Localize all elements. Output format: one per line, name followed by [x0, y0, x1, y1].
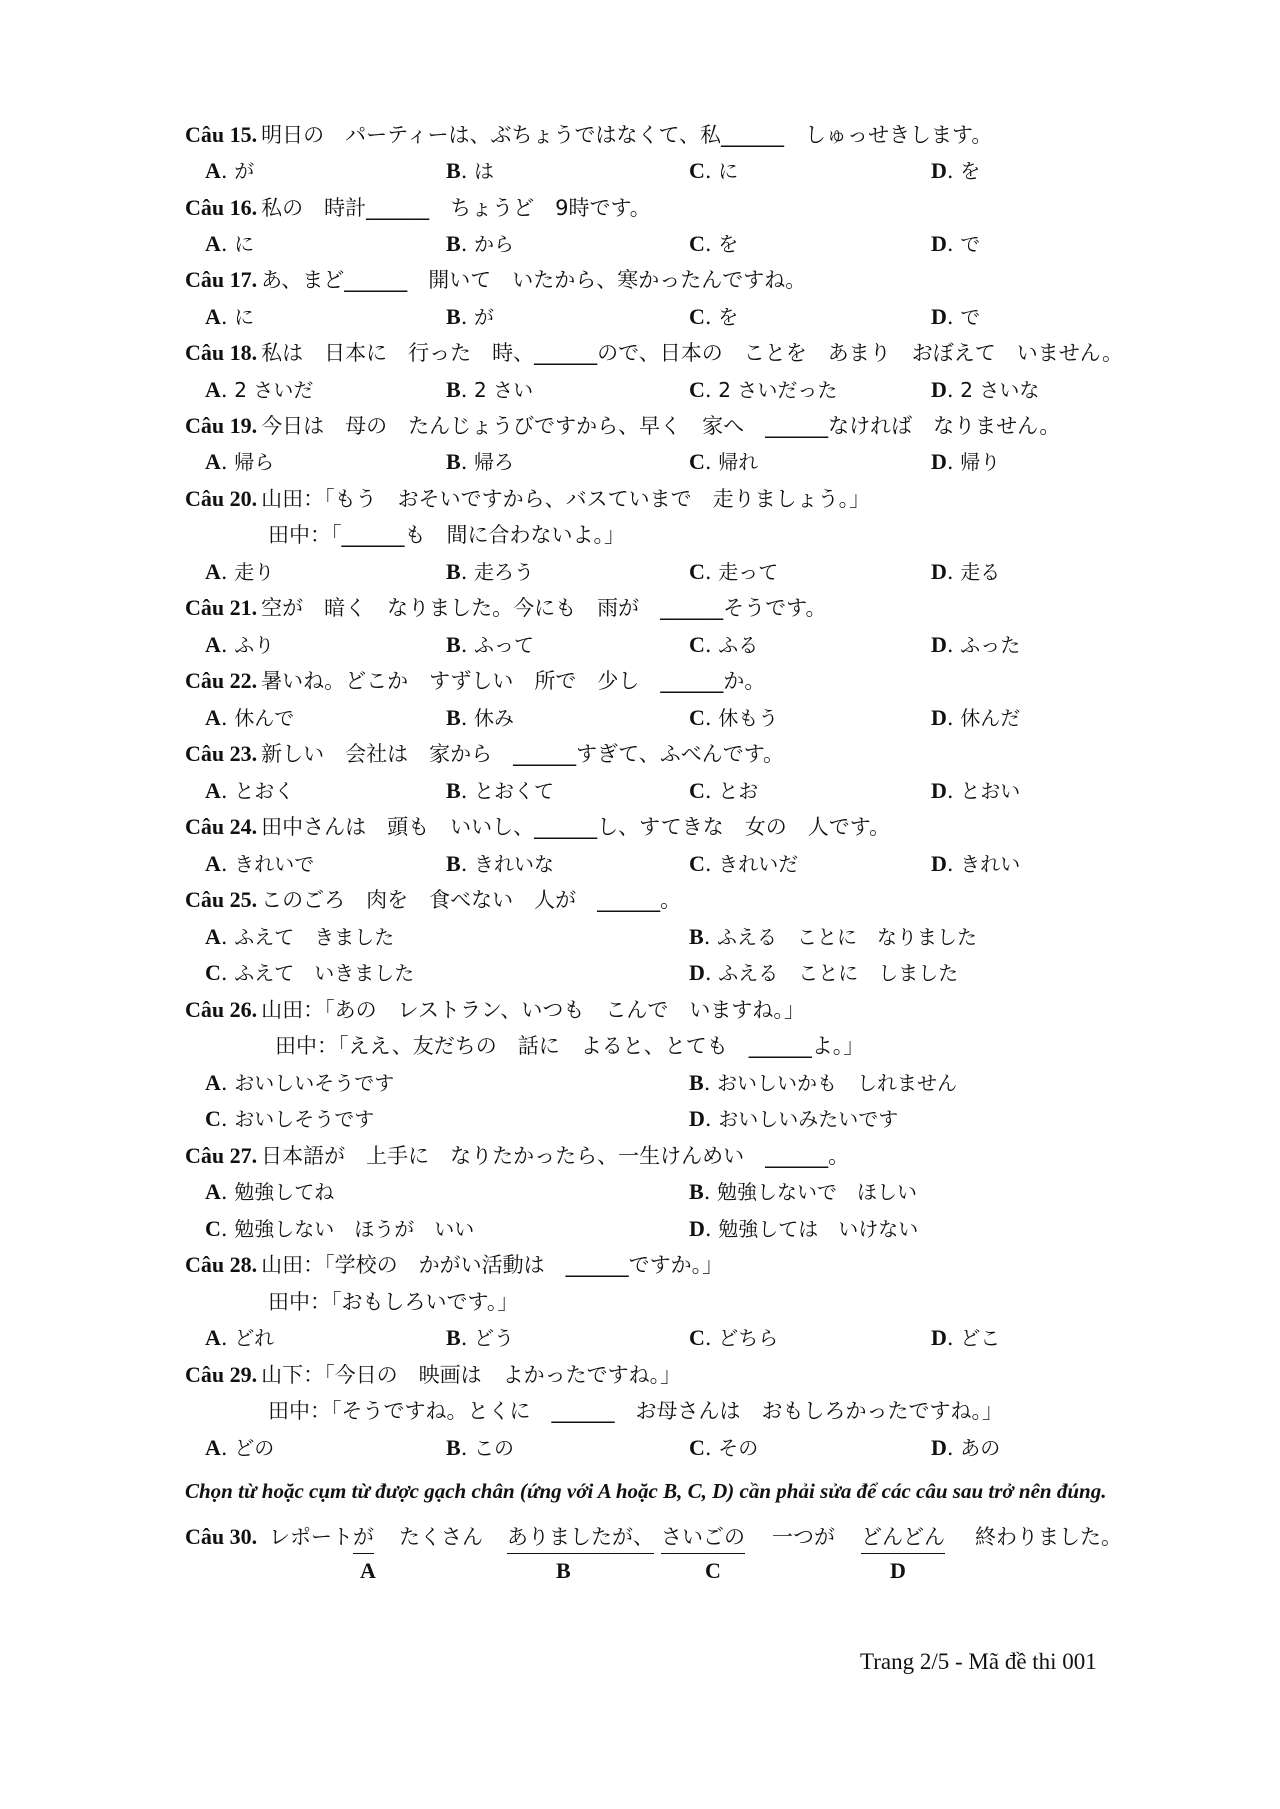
question-number: Câu 24.	[185, 814, 258, 839]
option-letter: A	[205, 1435, 221, 1460]
question-number: Câu 17.	[185, 267, 258, 292]
question-22	[185, 666, 1185, 697]
option-c: C. ふえて いきました	[205, 960, 415, 985]
option-letter: C	[689, 1435, 705, 1460]
section-instruction: Chọn từ hoặc cụm từ được gạch chân (ứng với A hoặc B, C, D) cần phải sửa để các câu sau trở nên đúng.	[185, 1479, 1107, 1503]
option-c: C. おいしそうです	[205, 1106, 375, 1131]
sentence-part: たくさん	[399, 1525, 483, 1549]
option-letter: B	[446, 705, 461, 730]
option-a: A. ふり	[205, 632, 275, 657]
option-text: 休んだ	[960, 706, 1021, 730]
option-d: D. あの	[931, 1435, 1001, 1460]
option-text: 帰れ	[718, 450, 759, 474]
question-number: Câu 23.	[185, 741, 258, 766]
option-d: D. で	[931, 304, 981, 329]
option-letter: A	[205, 632, 221, 657]
option-b: B. どう	[446, 1325, 515, 1350]
question-text: 明日の パーティーは、ぶちょうではなくて、私______ しゅっせきします。	[261, 123, 993, 147]
option-a: A. 走り	[205, 559, 275, 584]
sentence-part: レポート	[269, 1525, 353, 1549]
option-c: C. を	[689, 304, 739, 329]
question-text: 田中さんは 頭も いいし、______し、すてきな 女の 人です。	[261, 815, 891, 839]
option-d: D. 帰り	[931, 449, 1001, 474]
option-letter: A	[205, 1179, 221, 1204]
option-text: ふって	[474, 633, 535, 657]
question-text: 暑いね。どこか すずしい 所で 少し ______か。	[261, 669, 766, 693]
question-18	[185, 338, 1185, 369]
option-c: C. を	[689, 231, 739, 256]
option-text: どれ	[234, 1326, 275, 1350]
question-text: 山下：「今日の 映画は よかったですね。」	[261, 1363, 682, 1387]
option-c: C. 休もう	[689, 705, 779, 730]
option-text: とおく	[234, 779, 295, 803]
option-a: A. 勉強してね	[205, 1179, 335, 1204]
option-b: B. が	[446, 304, 495, 329]
option-letter: A	[205, 158, 221, 183]
option-a: A. に	[205, 231, 255, 256]
option-text: どちら	[718, 1326, 779, 1350]
option-d: D. ふった	[931, 632, 1021, 657]
option-text: は	[474, 159, 495, 183]
option-text: ふえて きました	[234, 925, 395, 949]
mark-a: A	[360, 1558, 376, 1583]
option-text: 2 さい	[474, 378, 534, 402]
option-letter: A	[205, 851, 221, 876]
option-c: C. どちら	[689, 1325, 779, 1350]
option-text: どう	[474, 1326, 515, 1350]
option-d: D. 休んだ	[931, 705, 1021, 730]
sentence-part: 一つが	[772, 1525, 835, 1549]
option-text: 走り	[234, 560, 275, 584]
option-text: きれいで	[234, 852, 315, 876]
option-letter: D	[931, 1325, 947, 1350]
option-text: 2 さいだ	[234, 378, 314, 402]
option-letter: C	[689, 231, 705, 256]
option-text: ふり	[234, 633, 275, 657]
option-d: D. どこ	[931, 1325, 1001, 1350]
option-letter: C	[689, 449, 705, 474]
option-b: B. おいしいかも しれません	[689, 1070, 958, 1095]
option-letter: B	[446, 559, 461, 584]
option-d: D. 2 さいな	[931, 377, 1040, 402]
option-letter: B	[446, 632, 461, 657]
option-text: ふえて いきました	[234, 961, 415, 985]
question-number: Câu 26.	[185, 997, 258, 1022]
option-b: B. 休み	[446, 705, 515, 730]
option-a: A. とおく	[205, 778, 295, 803]
option-letter: A	[205, 1070, 221, 1095]
option-text: に	[718, 159, 739, 183]
question-number: Câu 28.	[185, 1252, 258, 1277]
option-letter: C	[689, 559, 705, 584]
question-text-line2: 田中：「______も 間に合わないよ。」	[268, 523, 625, 547]
question-number: Câu 16.	[185, 195, 258, 220]
page-footer: Trang 2/5 - Mã đề thi 001	[860, 1649, 1097, 1674]
question-text: 新しい 会社は 家から ______すぎて、ふべんです。	[261, 742, 785, 766]
option-c: C. 帰れ	[689, 449, 759, 474]
option-letter: C	[689, 377, 705, 402]
option-letter: B	[446, 304, 461, 329]
option-letter: C	[205, 1106, 221, 1131]
option-letter: D	[931, 377, 947, 402]
option-d: D. を	[931, 158, 981, 183]
question-15	[185, 120, 1185, 151]
option-letter: D	[931, 1435, 947, 1460]
underlined-part-d: どんどん	[861, 1522, 945, 1554]
option-b: B. ふえる ことに なりました	[689, 924, 978, 949]
question-text: このごろ 肉を 食べない 人が ______。	[261, 888, 682, 912]
option-text: が	[234, 159, 255, 183]
question-27	[185, 1141, 1185, 1172]
question-24	[185, 812, 1185, 843]
option-text: 勉強しては いけない	[718, 1217, 919, 1241]
option-text: おいしいみたいです	[718, 1107, 899, 1131]
question-number: Câu 21.	[185, 595, 258, 620]
question-text-line2: 田中：「そうですね。とくに ______ お母さんは おもしろかったですね。」	[268, 1399, 1003, 1423]
question-number: Câu 29.	[185, 1362, 258, 1387]
option-b: B. 2 さい	[446, 377, 534, 402]
option-text: おいしいそうです	[234, 1071, 395, 1095]
option-letter: D	[931, 158, 947, 183]
question-text-line2: 田中：「ええ、友だちの 話に よると、とても ______よ。」	[275, 1034, 865, 1058]
option-letter: A	[205, 304, 221, 329]
option-text: きれいな	[474, 852, 555, 876]
option-text: 走って	[718, 560, 779, 584]
option-text: きれいだ	[718, 852, 799, 876]
question-29	[185, 1360, 1185, 1391]
question-number: Câu 19.	[185, 413, 258, 438]
option-text: 2 さいな	[960, 378, 1040, 402]
option-text: で	[960, 232, 981, 256]
underlined-part-a: が	[353, 1522, 374, 1554]
question-19	[185, 411, 1185, 442]
option-b: B. 走ろう	[446, 559, 535, 584]
option-letter: B	[446, 1435, 461, 1460]
option-letter: A	[205, 377, 221, 402]
question-20	[185, 484, 1185, 515]
option-letter: D	[931, 231, 947, 256]
option-text: あの	[960, 1436, 1001, 1460]
option-letter: B	[446, 851, 461, 876]
option-c: C. 2 さいだった	[689, 377, 838, 402]
option-letter: D	[689, 960, 705, 985]
option-text: が	[474, 305, 495, 329]
question-number: Câu 20.	[185, 486, 258, 511]
option-text: 休もう	[718, 706, 779, 730]
option-letter: B	[689, 1070, 704, 1095]
option-text: おいしそうです	[234, 1107, 375, 1131]
question-number: Câu 27.	[185, 1143, 258, 1168]
option-text: で	[960, 305, 981, 329]
option-text: 勉強しない ほうが いい	[234, 1217, 475, 1241]
question-text: 私の 時計______ ちょうど 9時です。	[261, 196, 651, 220]
option-text: ふえる ことに なりました	[717, 925, 978, 949]
option-text: おいしいかも しれません	[717, 1071, 958, 1095]
option-text: この	[474, 1436, 515, 1460]
question-21	[185, 593, 1185, 624]
question-number: Câu 22.	[185, 668, 258, 693]
option-d: D. とおい	[931, 778, 1021, 803]
question-number: Câu 30.	[185, 1524, 258, 1549]
option-letter: D	[931, 705, 947, 730]
option-b: B. 勉強しないで ほしい	[689, 1179, 918, 1204]
option-c: C. に	[689, 158, 739, 183]
option-a: A. が	[205, 158, 255, 183]
option-c: C. きれいだ	[689, 851, 799, 876]
option-a: A. きれいで	[205, 851, 315, 876]
underlined-part-b: ありましたが、	[507, 1522, 654, 1554]
question-25	[185, 885, 1185, 916]
question-text: 今日は 母の たんじょうびですから、早く 家へ ______なければ なりません。	[261, 414, 1061, 438]
option-text: 勉強してね	[234, 1180, 335, 1204]
mark-c: C	[705, 1558, 721, 1583]
option-letter: B	[446, 1325, 461, 1350]
option-text: から	[474, 232, 515, 256]
option-letter: D	[931, 632, 947, 657]
option-text: きれい	[960, 852, 1021, 876]
option-text: 帰り	[960, 450, 1001, 474]
option-d: D. 勉強しては いけない	[689, 1216, 919, 1241]
sentence-part: 終わりました。	[975, 1525, 1122, 1549]
option-letter: B	[446, 778, 461, 803]
option-text: に	[234, 305, 255, 329]
option-letter: C	[689, 158, 705, 183]
mark-b: B	[556, 1558, 571, 1583]
option-d: D. きれい	[931, 851, 1021, 876]
option-text: ふった	[960, 633, 1021, 657]
mark-d: D	[890, 1558, 906, 1583]
option-text: とお	[718, 779, 759, 803]
option-b: B. は	[446, 158, 495, 183]
option-a: A. 2 さいだ	[205, 377, 314, 402]
option-text: に	[234, 232, 255, 256]
question-17	[185, 265, 1185, 296]
option-letter: D	[931, 778, 947, 803]
option-letter: A	[205, 705, 221, 730]
option-letter: D	[689, 1216, 705, 1241]
option-text: とおい	[960, 779, 1021, 803]
option-letter: A	[205, 924, 221, 949]
question-text: あ、まど______ 開いて いたから、寒かったんですね。	[261, 268, 807, 292]
question-23	[185, 739, 1185, 770]
option-letter: C	[205, 960, 221, 985]
option-b: B. きれいな	[446, 851, 555, 876]
option-text: 帰ろ	[474, 450, 515, 474]
option-text: を	[718, 305, 739, 329]
option-c: C. 勉強しない ほうが いい	[205, 1216, 475, 1241]
option-letter: D	[931, 304, 947, 329]
option-letter: D	[689, 1106, 705, 1131]
option-letter: B	[446, 449, 461, 474]
option-text: 2 さいだった	[718, 378, 838, 402]
option-text: 休んで	[234, 706, 295, 730]
option-text: を	[960, 159, 981, 183]
option-a: A. おいしいそうです	[205, 1070, 395, 1095]
option-letter: D	[931, 559, 947, 584]
option-letter: C	[205, 1216, 221, 1241]
option-a: A. どの	[205, 1435, 275, 1460]
option-letter: C	[689, 1325, 705, 1350]
underlined-part-c: さいごの	[661, 1522, 745, 1554]
option-letter: B	[689, 1179, 704, 1204]
question-text: 山田：「もう おそいですから、バスていまで 走りましょう。」	[261, 487, 871, 511]
option-b: B. この	[446, 1435, 515, 1460]
option-a: A. ふえて きました	[205, 924, 395, 949]
option-c: C. ふる	[689, 632, 759, 657]
question-text: 山田：「あの レストラン、いつも こんで いますね。」	[261, 998, 805, 1022]
option-d: D. 走る	[931, 559, 1001, 584]
question-number: Câu 25.	[185, 887, 258, 912]
option-letter: B	[689, 924, 704, 949]
option-d: D. ふえる ことに しました	[689, 960, 959, 985]
option-d: D. で	[931, 231, 981, 256]
option-letter: C	[689, 778, 705, 803]
question-text: 日本語が 上手に なりたかったら、一生けんめい ______。	[261, 1144, 850, 1168]
option-a: A. に	[205, 304, 255, 329]
option-text: ふえる ことに しました	[718, 961, 959, 985]
option-letter: A	[205, 449, 221, 474]
question-text: 私は 日本に 行った 時、______ので、日本の ことを あまり おぼえて いません。	[261, 341, 1123, 365]
question-26	[185, 995, 1185, 1026]
option-b: B. 帰ろ	[446, 449, 515, 474]
question-text-line2: 田中：「おもしろいです。」	[268, 1290, 519, 1314]
question-number: Câu 18.	[185, 340, 258, 365]
option-text: 走ろう	[474, 560, 535, 584]
question-28	[185, 1250, 1185, 1281]
option-b: B. とおくて	[446, 778, 555, 803]
option-text: 勉強しないで ほしい	[717, 1180, 918, 1204]
option-text: どこ	[960, 1326, 1001, 1350]
question-number: Câu 15.	[185, 122, 258, 147]
option-d: D. おいしいみたいです	[689, 1106, 899, 1131]
option-letter: C	[689, 851, 705, 876]
option-letter: A	[205, 778, 221, 803]
option-a: A. 帰ら	[205, 449, 275, 474]
option-letter: A	[205, 231, 221, 256]
question-16	[185, 193, 1185, 224]
option-text: を	[718, 232, 739, 256]
option-c: C. その	[689, 1435, 759, 1460]
question-text: 山田：「学校の かがい活動は ______ですか。」	[261, 1253, 724, 1277]
option-text: 休み	[474, 706, 515, 730]
option-text: ふる	[718, 633, 759, 657]
option-a: A. 休んで	[205, 705, 295, 730]
option-text: 帰ら	[234, 450, 275, 474]
option-letter: A	[205, 559, 221, 584]
question-text: 空が 暗く なりました。今にも 雨が ______そうです。	[261, 596, 827, 620]
option-letter: C	[689, 304, 705, 329]
option-text: 走る	[960, 560, 1001, 584]
option-letter: C	[689, 705, 705, 730]
option-letter: D	[931, 851, 947, 876]
option-letter: A	[205, 1325, 221, 1350]
option-text: とおくて	[474, 779, 555, 803]
option-letter: B	[446, 377, 461, 402]
option-text: その	[718, 1436, 759, 1460]
option-letter: D	[931, 449, 947, 474]
option-text: どの	[234, 1436, 275, 1460]
option-b: B. ふって	[446, 632, 535, 657]
option-letter: B	[446, 158, 461, 183]
option-b: B. から	[446, 231, 515, 256]
option-a: A. どれ	[205, 1325, 275, 1350]
option-c: C. とお	[689, 778, 759, 803]
option-letter: C	[689, 632, 705, 657]
option-c: C. 走って	[689, 559, 779, 584]
option-letter: B	[446, 231, 461, 256]
